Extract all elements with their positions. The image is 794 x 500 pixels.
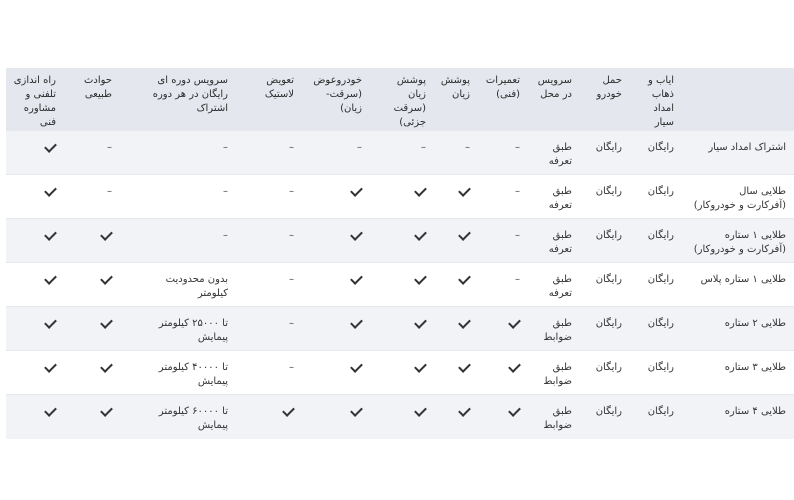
- dash-icon: –: [289, 186, 294, 197]
- header-cell: پوشش زیان (سرقت جزئی): [370, 68, 434, 131]
- dash-cell: [120, 131, 236, 175]
- check-cell: [64, 395, 120, 439]
- table-row: [6, 219, 794, 263]
- dash-icon: –: [223, 186, 228, 197]
- dash-cell: [478, 263, 528, 307]
- check-icon: [44, 228, 57, 241]
- check-cell: [370, 307, 434, 351]
- check-icon: [44, 272, 57, 285]
- check-icon: [44, 360, 57, 373]
- header-cell: خودروعوض (سرقت-زیان): [302, 68, 370, 131]
- table-row: [6, 395, 794, 439]
- check-icon: [508, 360, 521, 373]
- dash-cell: [236, 351, 302, 395]
- check-cell: [302, 307, 370, 351]
- check-icon: [100, 272, 113, 285]
- check-cell: [64, 219, 120, 263]
- check-cell: [478, 307, 528, 351]
- check-cell: [370, 351, 434, 395]
- value-cell: رایگان: [630, 175, 682, 219]
- check-icon: [458, 360, 471, 373]
- value-cell: تا ۴۰۰۰۰ کیلومتر پیمایش: [120, 351, 236, 395]
- dash-icon: –: [357, 142, 362, 153]
- dash-cell: [478, 219, 528, 263]
- value-cell: رایگان: [580, 175, 630, 219]
- check-icon: [508, 316, 521, 329]
- table-header-row: [6, 68, 794, 131]
- check-cell: [302, 175, 370, 219]
- value-cell: رایگان: [580, 131, 630, 175]
- plan-comparison-table: [6, 68, 794, 439]
- check-cell: [6, 175, 64, 219]
- dash-cell: [236, 307, 302, 351]
- check-icon: [414, 316, 427, 329]
- dash-icon: –: [515, 230, 520, 241]
- dash-icon: –: [107, 142, 112, 153]
- value-cell: رایگان: [580, 351, 630, 395]
- value-cell: رایگان: [630, 219, 682, 263]
- check-icon: [458, 316, 471, 329]
- check-cell: [302, 351, 370, 395]
- check-icon: [350, 228, 363, 241]
- header-cell: سرویس دوره ای رایگان در هر دوره اشتراک: [120, 68, 236, 131]
- check-icon: [414, 184, 427, 197]
- dash-cell: [478, 175, 528, 219]
- check-icon: [44, 184, 57, 197]
- check-cell: [6, 263, 64, 307]
- check-cell: [302, 395, 370, 439]
- check-icon: [350, 272, 363, 285]
- dash-cell: [434, 131, 478, 175]
- check-icon: [100, 228, 113, 241]
- check-cell: [478, 395, 528, 439]
- value-cell: رایگان: [630, 131, 682, 175]
- check-cell: [302, 219, 370, 263]
- check-icon: [458, 404, 471, 417]
- check-icon: [44, 140, 57, 153]
- check-cell: [64, 307, 120, 351]
- check-icon: [414, 228, 427, 241]
- dash-cell: [120, 175, 236, 219]
- value-cell: رایگان: [630, 263, 682, 307]
- dash-cell: [120, 219, 236, 263]
- value-cell: تا ۶۰۰۰۰ کیلومتر پیمایش: [120, 395, 236, 439]
- comparison-table-wrapper: [6, 68, 786, 439]
- check-cell: [434, 263, 478, 307]
- value-cell: طبق ضوابط: [528, 351, 580, 395]
- value-cell: رایگان: [630, 395, 682, 439]
- value-cell: بدون محدودیت کیلومتر: [120, 263, 236, 307]
- plan-name-cell: طلایی ۲ ستاره: [682, 307, 794, 351]
- plan-name-cell: طلایی ۱ ستاره پلاس: [682, 263, 794, 307]
- header-cell: پوشش زیان: [434, 68, 478, 131]
- dash-icon: –: [223, 142, 228, 153]
- value-cell: رایگان: [580, 395, 630, 439]
- check-icon: [44, 404, 57, 417]
- plan-name-cell: طلایی ۱ ستاره (آفرکارت و خودروکار): [682, 219, 794, 263]
- dash-cell: [370, 131, 434, 175]
- plan-name-cell: اشتراک امداد سیار: [682, 131, 794, 175]
- check-cell: [236, 395, 302, 439]
- value-cell: طبق تعرفه: [528, 263, 580, 307]
- check-cell: [434, 175, 478, 219]
- value-cell: رایگان: [630, 351, 682, 395]
- value-cell: رایگان: [630, 307, 682, 351]
- header-cell: سرویس در محل: [528, 68, 580, 131]
- check-icon: [414, 360, 427, 373]
- check-cell: [64, 351, 120, 395]
- check-cell: [434, 307, 478, 351]
- check-cell: [370, 219, 434, 263]
- check-cell: [370, 263, 434, 307]
- dash-cell: [64, 131, 120, 175]
- value-cell: طبق تعرفه: [528, 131, 580, 175]
- dash-icon: –: [107, 186, 112, 197]
- header-cell: تعمیرات (فنی): [478, 68, 528, 131]
- check-cell: [6, 395, 64, 439]
- header-cell: حمل خودرو: [580, 68, 630, 131]
- value-cell: رایگان: [580, 263, 630, 307]
- check-cell: [6, 307, 64, 351]
- header-cell: تعویض لاستیک: [236, 68, 302, 131]
- value-cell: رایگان: [580, 219, 630, 263]
- check-cell: [302, 263, 370, 307]
- check-icon: [458, 272, 471, 285]
- check-cell: [434, 395, 478, 439]
- dash-icon: –: [289, 362, 294, 373]
- dash-icon: –: [515, 274, 520, 285]
- check-cell: [64, 263, 120, 307]
- check-cell: [6, 351, 64, 395]
- check-icon: [100, 360, 113, 373]
- check-icon: [458, 228, 471, 241]
- header-cell: حوادث طبیعی: [64, 68, 120, 131]
- check-icon: [350, 316, 363, 329]
- check-icon: [414, 404, 427, 417]
- plan-name-cell: طلایی سال (آفرکارت و خودروکار): [682, 175, 794, 219]
- value-cell: طبق ضوابط: [528, 395, 580, 439]
- dash-cell: [236, 263, 302, 307]
- dash-icon: –: [289, 142, 294, 153]
- check-icon: [44, 316, 57, 329]
- value-cell: تا ۲۵۰۰۰ کیلومتر پیمایش: [120, 307, 236, 351]
- dash-icon: –: [515, 142, 520, 153]
- dash-icon: –: [289, 274, 294, 285]
- header-plan-name: [682, 68, 794, 131]
- check-icon: [100, 404, 113, 417]
- value-cell: طبق تعرفه: [528, 219, 580, 263]
- value-cell: رایگان: [580, 307, 630, 351]
- table-row: [6, 131, 794, 175]
- check-cell: [6, 219, 64, 263]
- check-icon: [282, 404, 295, 417]
- plan-name-cell: طلایی ۳ ستاره: [682, 351, 794, 395]
- check-icon: [508, 404, 521, 417]
- dash-cell: [236, 219, 302, 263]
- check-icon: [414, 272, 427, 285]
- dash-icon: –: [421, 142, 426, 153]
- header-cell: راه اندازی تلفنی و مشاوره فنی: [6, 68, 64, 131]
- check-icon: [458, 184, 471, 197]
- dash-cell: [236, 175, 302, 219]
- table-row: [6, 307, 794, 351]
- dash-cell: [478, 131, 528, 175]
- table-body: [6, 131, 794, 439]
- dash-cell: [236, 131, 302, 175]
- dash-cell: [302, 131, 370, 175]
- dash-icon: –: [465, 142, 470, 153]
- check-cell: [370, 175, 434, 219]
- check-cell: [434, 351, 478, 395]
- check-icon: [100, 316, 113, 329]
- dash-icon: –: [515, 186, 520, 197]
- check-icon: [350, 360, 363, 373]
- check-icon: [350, 184, 363, 197]
- check-cell: [370, 395, 434, 439]
- plan-name-cell: طلایی ۴ ستاره: [682, 395, 794, 439]
- check-cell: [6, 131, 64, 175]
- dash-icon: –: [289, 318, 294, 329]
- table-row: [6, 175, 794, 219]
- table-row: [6, 263, 794, 307]
- check-cell: [478, 351, 528, 395]
- header-cell: ایاب و ذهاب امداد سیار: [630, 68, 682, 131]
- value-cell: طبق ضوابط: [528, 307, 580, 351]
- check-cell: [434, 219, 478, 263]
- check-icon: [350, 404, 363, 417]
- dash-cell: [64, 175, 120, 219]
- value-cell: طبق تعرفه: [528, 175, 580, 219]
- dash-icon: –: [223, 230, 228, 241]
- table-row: [6, 351, 794, 395]
- dash-icon: –: [289, 230, 294, 241]
